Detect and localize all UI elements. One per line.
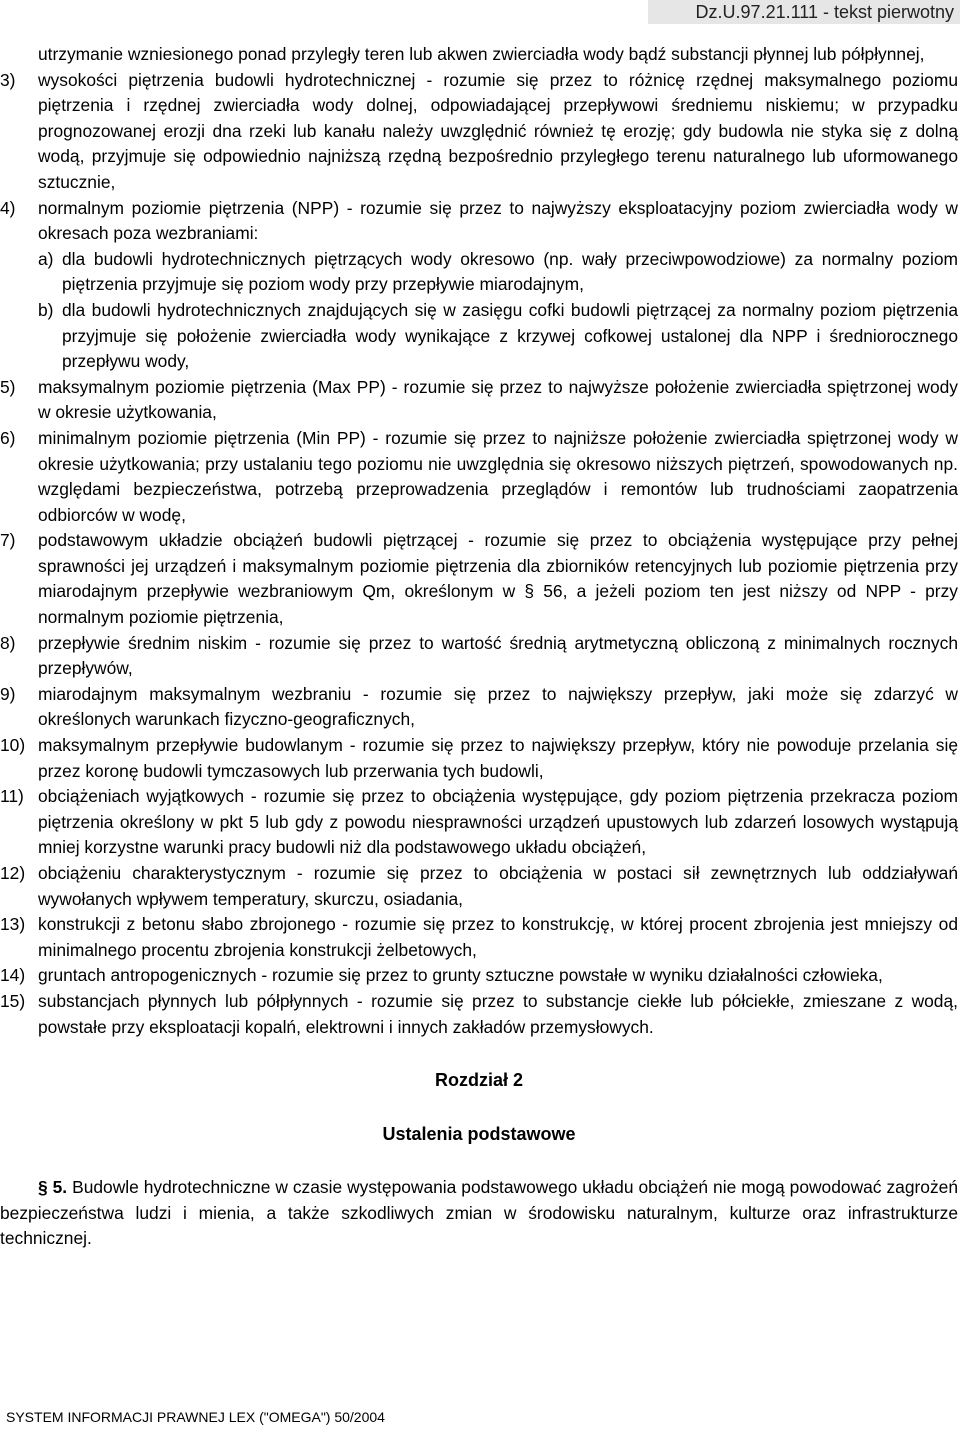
document-body bbox=[0, 42, 958, 1269]
section-5-paragraph bbox=[0, 1175, 958, 1252]
item-text: maksymalnym przepływie budowlanym - rozumie się przez to największy przepływ, który nie powoduje przelania się przez koronę budowli tymczasowych lub przerwania tych budowli, bbox=[38, 735, 958, 781]
definition-item-14 bbox=[0, 963, 958, 989]
item-number: 14) bbox=[0, 965, 26, 986]
chapter-number: Rozdział 2 bbox=[434, 1070, 523, 1091]
item-text: normalnym poziomie piętrzenia (NPP) - rozumie się przez to najwyższy eksploatacyjny poziom zwierciadła wody w okresach poza wezbraniami: bbox=[38, 197, 958, 244]
subitem-text: dla budowli hydrotechnicznych piętrzących wody okresowo (np. wały przeciwpowodziowe) za normalny poziom piętrzenia przyjmuje się poziom wody przy przepływie miarodajnym, bbox=[62, 248, 958, 295]
definition-item-8 bbox=[0, 631, 958, 682]
subitem-text: dla budowli hydrotechnicznych znajdujących się w zasięgu cofki budowli piętrzącej za normalny poziom piętrzenia przyjmuje się położenie zwierciadła wody wynikające z krzywej cofkowej ustalonej dla NPP i średniorocznego przepływu wody, bbox=[62, 299, 958, 372]
subitem-b bbox=[0, 298, 958, 375]
section-mark: § 5. bbox=[38, 1177, 68, 1198]
item-number: 13) bbox=[0, 914, 26, 935]
item-text: przepływie średnim niskim - rozumie się przez to wartość średnią arytmetyczną obliczoną z minimalnych rocznych przepływów, bbox=[38, 632, 958, 679]
item-number: 11) bbox=[0, 786, 24, 807]
item-number: 9) bbox=[0, 683, 16, 704]
item-number: 3) bbox=[0, 69, 16, 90]
item-text: obciążeniach wyjątkowych - rozumie się przez to obciążenia występujące, gdy poziom piętrzenia przekracza poziom piętrzenia określony w pkt 5 lub gdy z powodu niesprawności urządzeń upustowych lub zdarzeń losowych wystąpują mniej korzystne warunki pracy budowli niż dla podstawowego układu obciążeń, bbox=[38, 786, 958, 858]
definition-item-11 bbox=[0, 784, 958, 861]
definition-item-15 bbox=[0, 989, 958, 1040]
item-text: podstawowym układzie obciążeń budowli piętrzącej - rozumie się przez to obciążenia występujące przy pełnej sprawności jej urządzeń i maksymalnym poziomie piętrzenia dla zbiorników retencyjnych lub poziomie piętrzenia przy miarodajnym przepływie wezbraniowym Qm, określonym w § 56, a jeżeli poziom ten jest niższy od NPP - przy normalnym poziomie piętrzenia, bbox=[38, 530, 958, 628]
definition-item-6 bbox=[0, 426, 958, 528]
item-number: 5) bbox=[0, 376, 16, 397]
continued-paragraph: utrzymanie wzniesionego ponad przyległy teren lub akwen zwierciadła wody bądź substancji płynnej lub półpłynnej, bbox=[38, 44, 925, 64]
item-number: 12) bbox=[0, 863, 26, 883]
definition-item-7 bbox=[0, 528, 958, 630]
item-text: substancjach płynnych lub półpłynnych - rozumie się przez to substancje ciekłe lub półciekłe, zmieszane z wodą, powstałe przy eksploatacji kopalń, elektrowni i innych zakładów przemysłowych. bbox=[38, 990, 958, 1037]
subitem-letter: a) bbox=[38, 248, 54, 269]
definition-item-12 bbox=[0, 861, 958, 912]
item-text: konstrukcji z betonu słabo zbrojonego - rozumie się przez to konstrukcję, w której procent zbrojenia jest mniejszy od minimalnego procentu zbrojenia konstrukcji żelbetowych, bbox=[38, 914, 958, 960]
definition-item-3 bbox=[0, 68, 958, 196]
item-text: obciążeniu charakterystycznym - rozumie się przez to obciążenia w postaci sił zewnętrznych lub oddziaływań wywołanych wpływem temperatury, skurczu, osiadania, bbox=[38, 863, 958, 909]
definition-item-4 bbox=[0, 196, 958, 247]
definition-item-10 bbox=[0, 733, 958, 784]
item-text: wysokości piętrzenia budowli hydrotechnicznej - rozumie się przez to różnicę rzędnej maksymalnego poziomu piętrzenia i rzędnej zwierciadła wody dolnej, odpowiadającej przepływowi średniemu niskiemu; w przypadku prognozowanej erozji dna rzeki lub kanału należy uwzględnić również tę erozję; gdy budowla nie styka się z dolną wodą, przyjmuje się odpowiednio najniższą rzędną bezpośrednio przyległego terenu naturalnego lub uformowanego sztucznie, bbox=[38, 69, 958, 192]
item-number: 4) bbox=[0, 197, 16, 218]
definition-item-9 bbox=[0, 682, 958, 733]
page-footer: SYSTEM INFORMACJI PRAWNEJ LEX ("OMEGA") 50/2004 bbox=[6, 1409, 385, 1425]
item-text: minimalnym poziomie piętrzenia (Min PP) - rozumie się przez to najniższe położenie zwierciadła spiętrzonej wody w okresie użytkowania; przy ustalaniu tego poziomu nie uwzględnia się okresowo niższych piętrzeń, spowodowanych np. względami bezpieczeństwa, potrzebą przeprowadzenia przeglądów i remontów lub trudnościami zaopatrzenia odbiorców w wodę, bbox=[38, 427, 958, 525]
item-number: 15) bbox=[0, 990, 26, 1011]
document-reference-header: Dz.U.97.21.111 - tekst pierwotny bbox=[648, 0, 960, 24]
subitem-letter: b) bbox=[38, 299, 54, 320]
item-number: 8) bbox=[0, 632, 16, 653]
chapter-title: Ustalenia podstawowe bbox=[382, 1124, 576, 1145]
item-number: 6) bbox=[0, 427, 16, 448]
item-text: miarodajnym maksymalnym wezbraniu - rozumie się przez to największy przepływ, jaki może się zdarzyć w określonych warunkach fizyczno-geograficznych, bbox=[38, 683, 958, 730]
section-text: Budowle hydrotechniczne w czasie występowania podstawowego układu obciążeń nie mogą powodować zagrożeń bezpieczeństwa ludzi i mienia, a także szkodliwych zmian w środowisku naturalnym, kulturze oraz infrastrukturze technicznej. bbox=[0, 1177, 958, 1249]
item-text: gruntach antropogenicznych - rozumie się przez to grunty sztuczne powstałe w wyniku działalności człowieka, bbox=[38, 965, 883, 986]
item-text: maksymalnym poziomie piętrzenia (Max PP) - rozumie się przez to najwyższe położenie zwierciadła spiętrzonej wody w okresie użytkowania, bbox=[38, 376, 958, 423]
definition-item-5 bbox=[0, 375, 958, 426]
subitem-a bbox=[0, 247, 958, 298]
item-number: 7) bbox=[0, 530, 16, 551]
item-number: 10) bbox=[0, 735, 26, 756]
definition-item-13 bbox=[0, 912, 958, 963]
